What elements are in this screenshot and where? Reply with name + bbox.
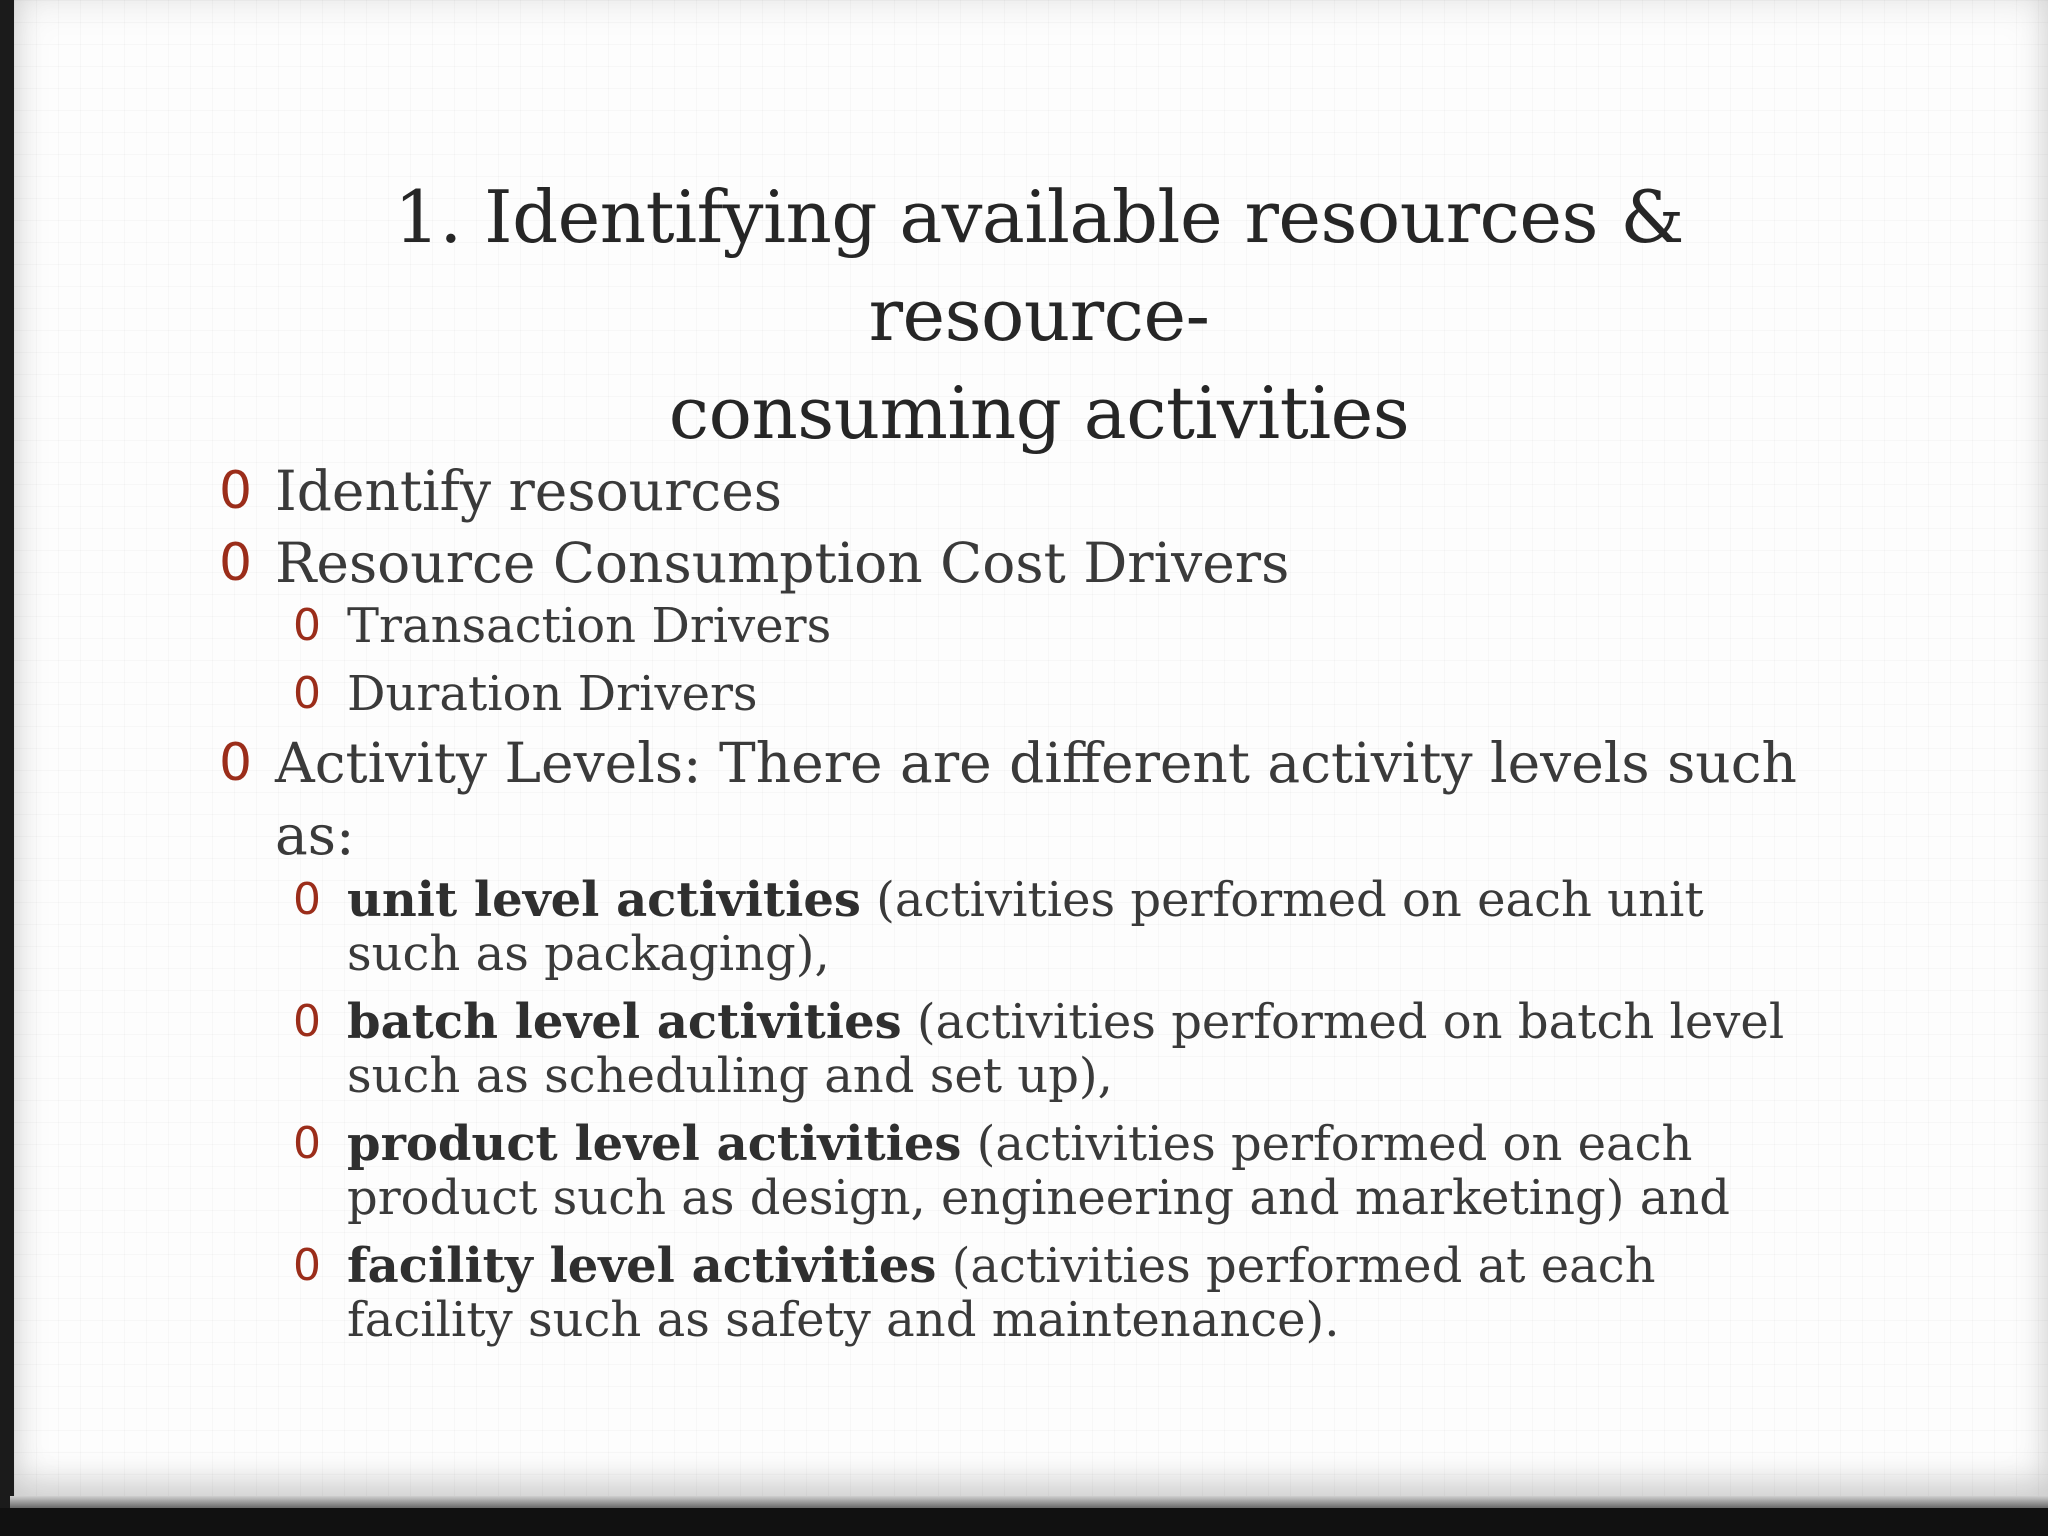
- list-item: [219, 527, 1819, 599]
- item-bold-text: product level activities: [347, 1116, 962, 1172]
- bullet-marker: 0: [219, 533, 253, 593]
- list-item: [219, 455, 1819, 527]
- item-text: Activity Levels: There are different activity levels such as:: [275, 731, 1797, 867]
- sub-list-item: [293, 667, 1819, 721]
- slide-bottom-edge: [10, 1496, 2048, 1508]
- bullet-marker: 0: [293, 874, 321, 925]
- item-text: Resource Consumption Cost Drivers: [275, 531, 1290, 595]
- item-bold-text: unit level activities: [347, 872, 861, 928]
- slide-title: [214, 168, 1864, 462]
- bullet-marker: 0: [293, 668, 321, 719]
- item-text: Identify resources: [275, 459, 782, 523]
- bullet-marker: 0: [293, 996, 321, 1047]
- item-text: (activities performed at each facility such as safety and maintenance).: [347, 1238, 1656, 1348]
- slide-shadow: [0, 1508, 2048, 1536]
- sub-list-item: [293, 873, 1819, 981]
- list-item: [219, 727, 1819, 871]
- bullet-marker: 0: [219, 461, 253, 521]
- bullet-marker: 0: [293, 1240, 321, 1291]
- title-line-2: consuming activities: [668, 371, 1410, 455]
- item-text: (activities performed on each product such as design, engineering and marketing) and: [347, 1116, 1730, 1226]
- item-bold-text: facility level activities: [347, 1238, 937, 1294]
- sub-list-item: [293, 599, 1819, 653]
- sub-list-item: [293, 1239, 1819, 1347]
- item-text: Transaction Drivers: [347, 598, 832, 654]
- slide-canvas: [14, 0, 2048, 1496]
- item-bold-text: batch level activities: [347, 994, 902, 1050]
- sub-list-item: [293, 995, 1819, 1103]
- bullet-list: [219, 455, 1819, 1361]
- bullet-marker: 0: [293, 600, 321, 651]
- bullet-marker: 0: [219, 733, 253, 793]
- sub-list-item: [293, 1117, 1819, 1225]
- title-line-1: 1. Identifying available resources & resource-: [394, 175, 1684, 357]
- bullet-marker: 0: [293, 1118, 321, 1169]
- item-text: (activities performed on batch level such as scheduling and set up),: [347, 994, 1785, 1104]
- item-text: (activities performed on each unit such as packaging),: [347, 872, 1704, 982]
- item-text: Duration Drivers: [347, 666, 758, 722]
